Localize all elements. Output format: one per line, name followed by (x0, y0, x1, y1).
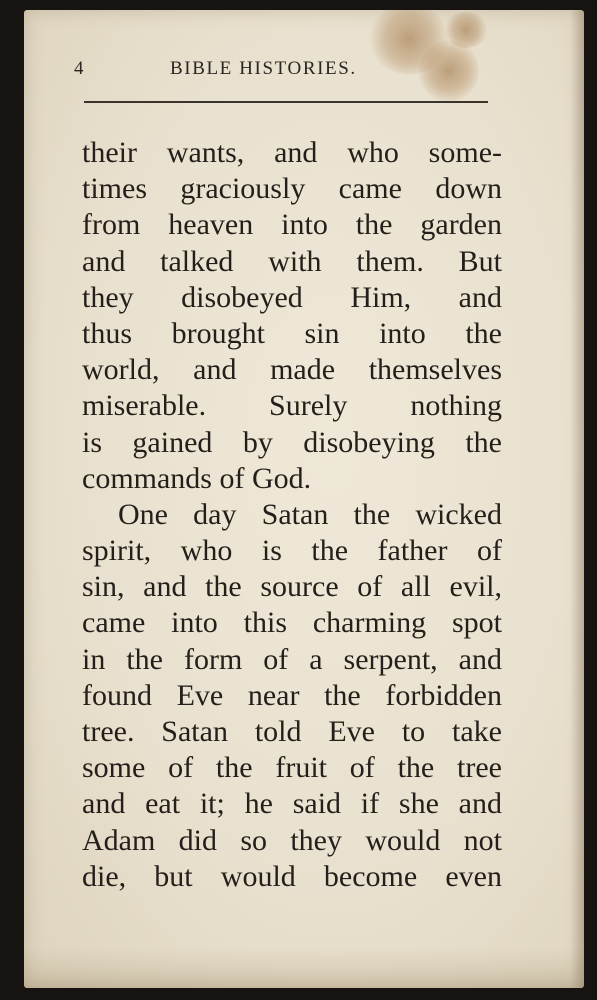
text-line: One day Satan the wicked (118, 497, 502, 531)
text-line: Adam did so they would not (82, 823, 502, 857)
text-line: world, and made themselves (82, 353, 502, 387)
page-edge-wear (24, 948, 584, 988)
page-gutter-shadow (570, 10, 584, 988)
text-line: in the form of a serpent, and (82, 642, 502, 676)
page-number: 4 (74, 58, 85, 79)
book-page (24, 10, 584, 988)
text-line: and eat it; he said if she and (82, 787, 502, 821)
running-head-title: BIBLE HISTORIES. (170, 58, 357, 79)
header-rule (84, 101, 488, 103)
water-stain (444, 12, 488, 48)
text-line: came into this charming spot (82, 606, 502, 640)
text-line: from heaven into the garden (82, 208, 502, 242)
text-line: spirit, who is the father of (82, 534, 502, 568)
body-text (82, 135, 502, 895)
text-line: some of the fruit of the tree (82, 751, 502, 785)
text-line: they disobeyed Him, and (82, 280, 502, 314)
text-line: tree. Satan told Eve to take (82, 715, 502, 748)
text-line: thus brought sin into the (82, 316, 502, 350)
text-line: sin, and the source of all evil, (82, 570, 502, 604)
text-line: their wants, and who some- (82, 136, 502, 169)
text-line: commands of God. (82, 461, 312, 495)
text-line: die, but would become even (82, 859, 502, 893)
text-line: found Eve near the forbidden (82, 678, 502, 712)
text-line: miserable. Surely nothing (82, 389, 502, 423)
text-line: times graciously came down (82, 172, 502, 206)
running-head (24, 58, 584, 88)
text-line: and talked with them. But (82, 244, 502, 278)
text-line: is gained by disobeying the (82, 425, 502, 459)
